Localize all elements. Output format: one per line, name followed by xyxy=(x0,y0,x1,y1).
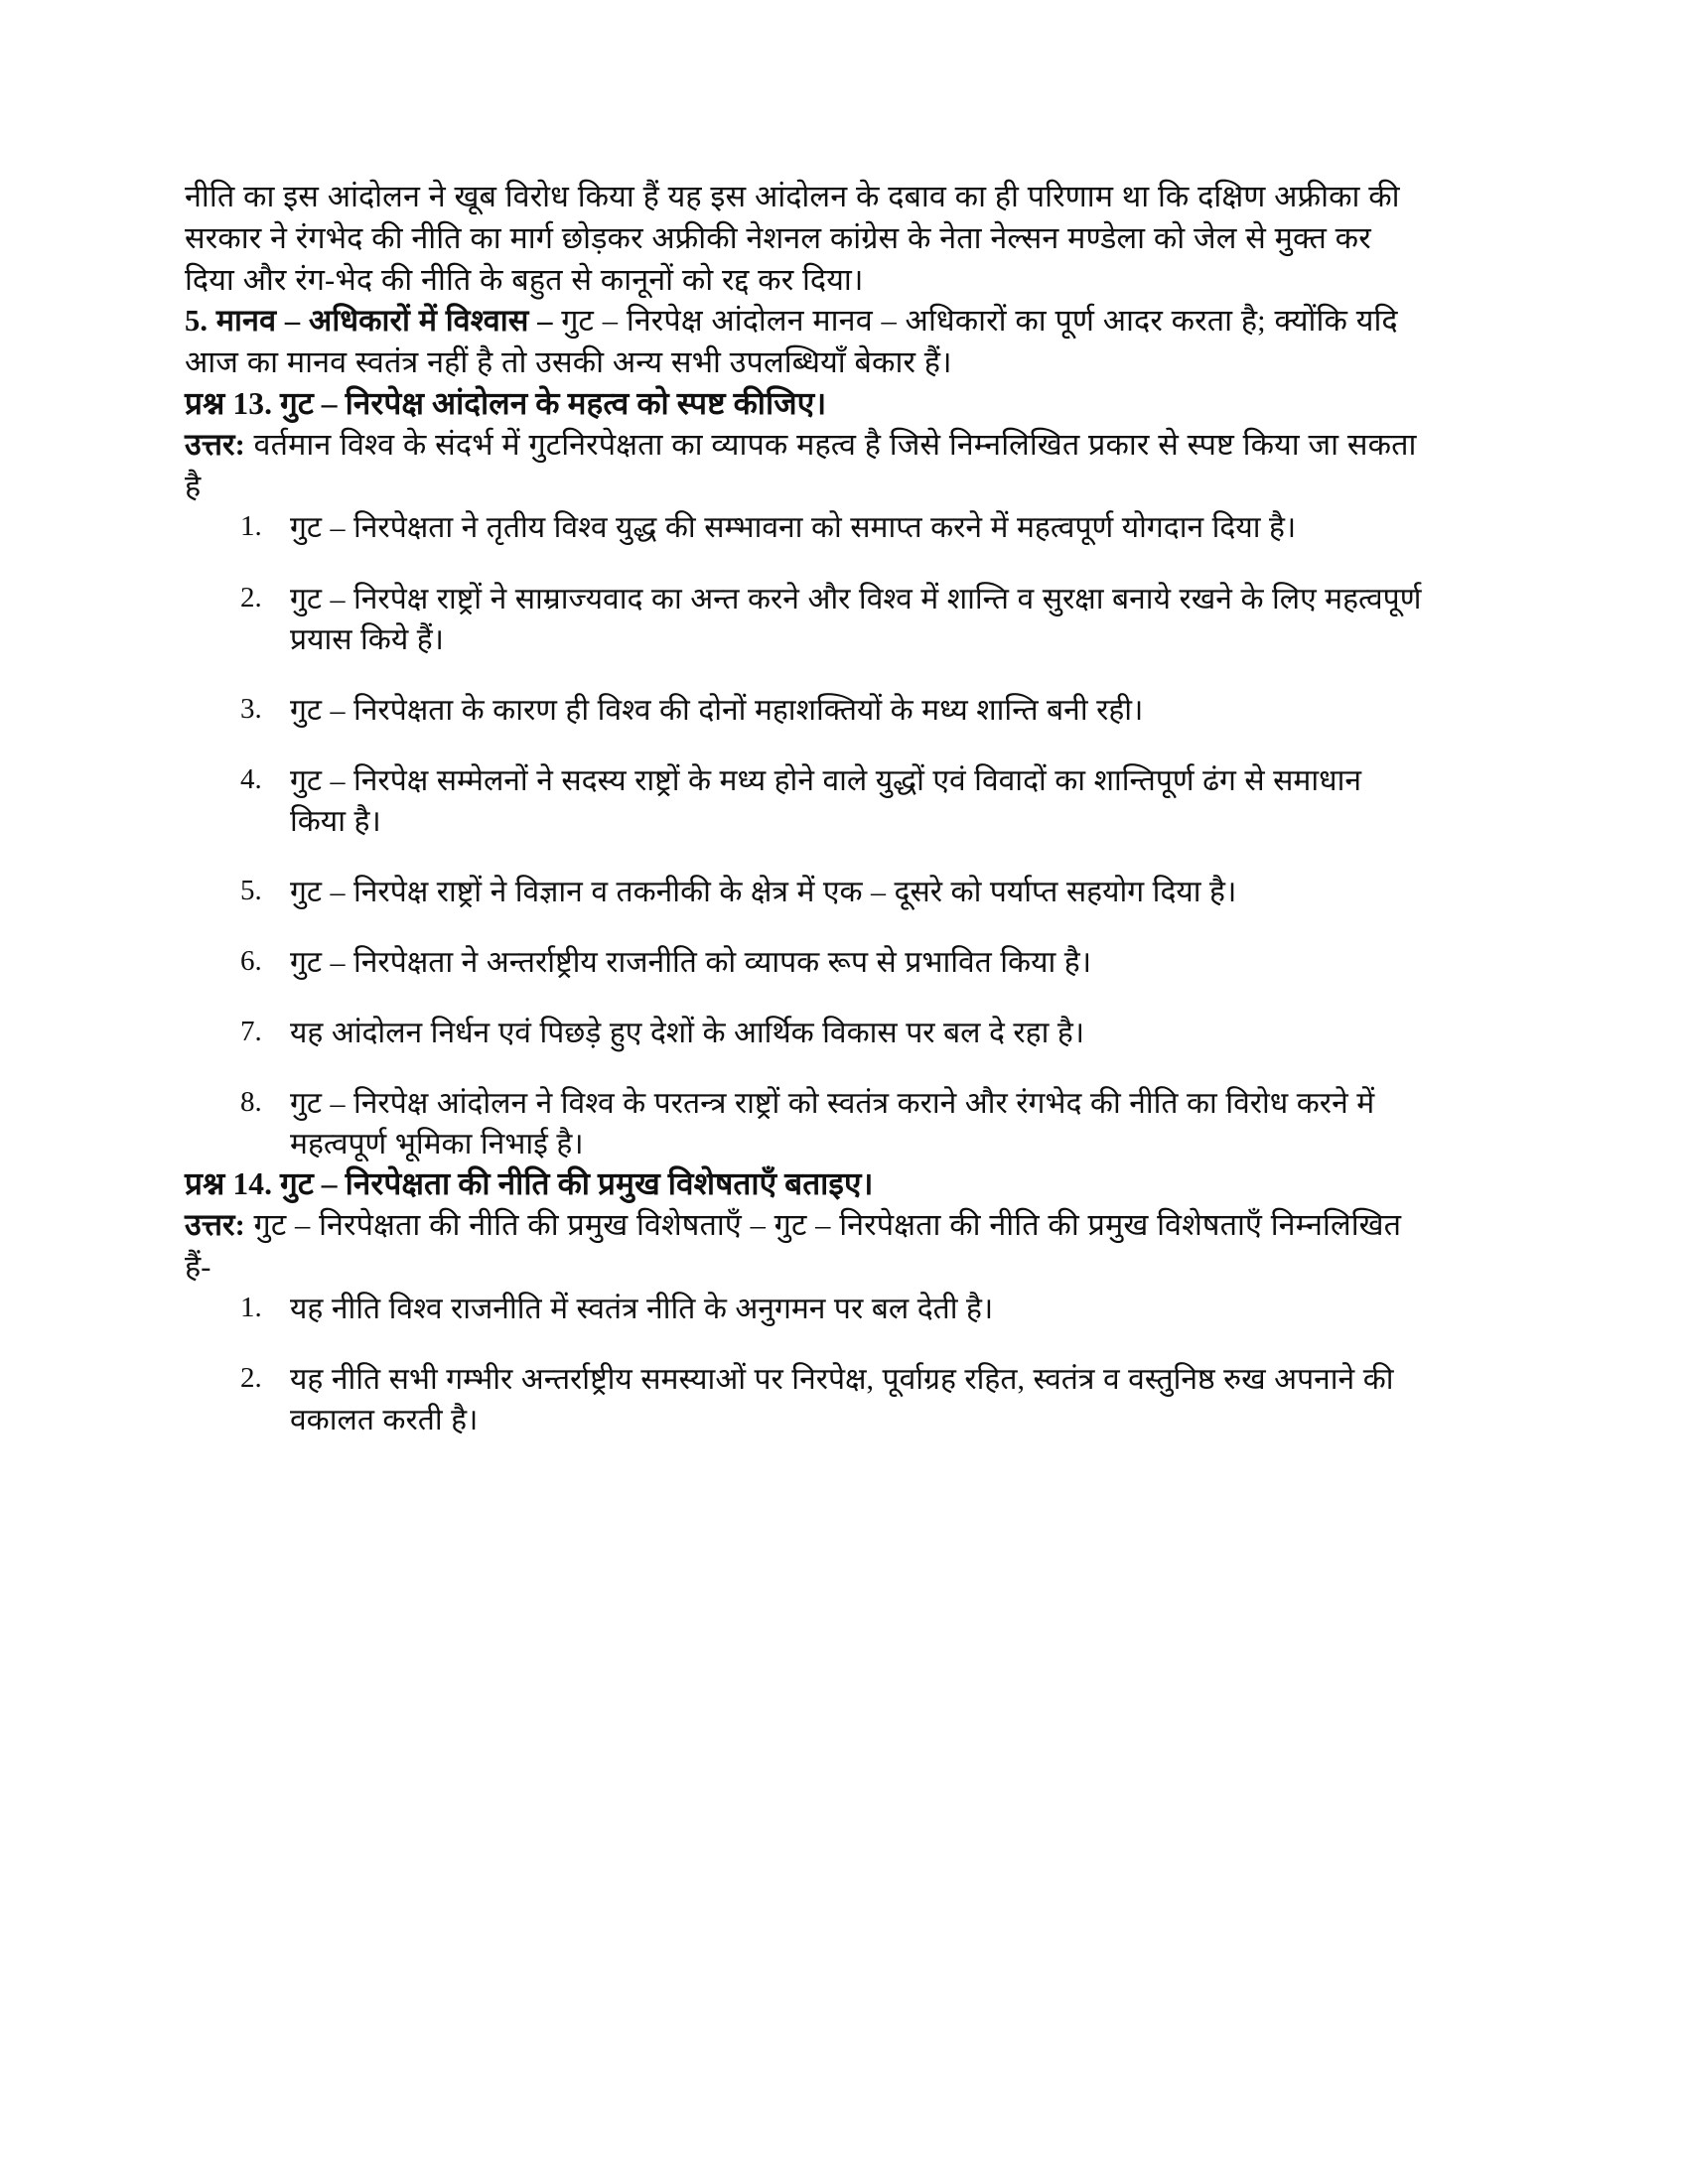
list-marker: 1. xyxy=(240,510,262,543)
list-marker: 7. xyxy=(240,1016,262,1048)
list-item xyxy=(185,579,1422,660)
answer-label-13: उत्तर: xyxy=(185,427,245,462)
list-item-text: गुट – निरपेक्षता ने अन्तर्राष्ट्रीय राजनीति को व्यापक रूप से प्रभावित किया है। xyxy=(290,946,1092,980)
list-item-text: गुट – निरपेक्ष आंदोलन ने विश्व के परतन्त्र राष्ट्रों को स्वतंत्र कराने और रंगभेद की नीति का विरोध करने में महत्वपूर्ण भूमिका निभाई है। xyxy=(290,1087,1375,1161)
point-5-bold-lead: 5. मानव – अधिकारों में विश्वास – xyxy=(185,304,553,339)
list-item xyxy=(185,1359,1422,1440)
list-item-text: यह नीति विश्व राजनीति में स्वतंत्र नीति के अनुगमन पर बल देती है। xyxy=(290,1292,994,1325)
point-5-rest: गुट – निरपेक्ष आंदोलन मानव – अधिकारों का पूर्ण आदर करता है; क्योंकि यदि आज का मानव स्वतंत्र नहीं है तो उसकी अन्य सभी उपलब्धियाँ बेकार हैं। xyxy=(185,304,1398,380)
question-14-heading: प्रश्न 14. गुट – निरपेक्षता की नीति की प्रमुख विशेषताएँ बताइए। xyxy=(185,1166,874,1202)
question-13-list xyxy=(185,507,1422,1164)
question-13-heading: प्रश्न 13. गुट – निरपेक्ष आंदोलन के महत्व को स्पष्ट कीजिए। xyxy=(185,385,827,421)
list-item-text: गुट – निरपेक्षता ने तृतीय विश्व युद्ध की सम्भावना को समाप्त करने में महत्वपूर्ण योगदान दिया है। xyxy=(290,511,1297,545)
list-item xyxy=(185,507,1422,548)
list-item xyxy=(185,760,1422,842)
list-item-text: गुट – निरपेक्ष राष्ट्रों ने साम्राज्यवाद का अन्त करने और विश्व में शान्ति व सुरक्षा बनाये रखने के लिए महत्वपूर्ण प्रयास किये हैं। xyxy=(290,582,1422,656)
list-item-text: यह नीति सभी गम्भीर अन्तर्राष्ट्रीय समस्याओं पर निरपेक्ष, पूर्वाग्रह रहित, स्वतंत्र व वस्तुनिष्ठ रुख अपनाने की वकालत करती है। xyxy=(290,1363,1394,1437)
list-marker: 5. xyxy=(240,874,262,906)
list-item-text: गुट – निरपेक्ष राष्ट्रों ने विज्ञान व तकनीकी के क्षेत्र में एक – दूसरे को पर्याप्त सहयोग दिया है। xyxy=(290,875,1237,908)
list-marker: 8. xyxy=(240,1086,262,1119)
list-item xyxy=(185,872,1422,912)
question-14-answer-intro xyxy=(185,1205,1422,1289)
question-14-list xyxy=(185,1289,1422,1440)
list-marker: 2. xyxy=(240,581,262,614)
list-item-text: गुट – निरपेक्षता के कारण ही विश्व की दोनों महाशक्तियों के मध्य शान्ति बनी रही। xyxy=(290,693,1144,727)
intro-paragraph: नीति का इस आंदोलन ने खूब विरोध किया हैं यह इस आंदोलन के दबाव का ही परिणाम था कि दक्षिण अफ्रीका की सरकार ने रंगभेद की नीति का मार्ग छोड़कर अफ्रीकी नेशनल कांग्रेस के नेता नेल्सन मण्डेला को जेल से मुक्त कर दिया और रंग-भेद की नीति के बहुत से कानूनों को रद्द कर दिया। xyxy=(185,180,1400,297)
answer-intro-text-13: वर्तमान विश्व के संदर्भ में गुटनिरपेक्षता का व्यापक महत्व है जिसे निम्नलिखित प्रकार से स्पष्ट किया जा सकता है xyxy=(185,427,1417,503)
list-item xyxy=(185,1013,1422,1053)
list-item-text: गुट – निरपेक्ष सम्मेलनों ने सदस्य राष्ट्रों के मध्य होने वाले युद्धों एवं विवादों का शान्तिपूर्ण ढंग से समाधान किया है। xyxy=(290,763,1362,838)
point-5-paragraph xyxy=(185,301,1422,384)
list-item xyxy=(185,942,1422,983)
list-item xyxy=(185,690,1422,731)
list-marker: 6. xyxy=(240,945,262,978)
list-marker: 3. xyxy=(240,692,262,725)
list-item-text: यह आंदोलन निर्धन एवं पिछड़े हुए देशों के आर्थिक विकास पर बल दे रहा है। xyxy=(290,1017,1085,1050)
list-marker: 4. xyxy=(240,762,262,795)
list-item xyxy=(185,1083,1422,1164)
document-body xyxy=(185,177,1422,1440)
answer-intro-text-14: गुट – निरपेक्षता की नीति की प्रमुख विशेषताएँ – गुट – निरपेक्षता की नीति की प्रमुख विशेषताएँ निम्नलिखित हैं- xyxy=(185,1208,1402,1285)
list-item xyxy=(185,1289,1422,1329)
question-13-answer-intro xyxy=(185,425,1422,508)
list-marker: 2. xyxy=(240,1362,262,1395)
answer-label-14: उत्तर: xyxy=(185,1208,245,1243)
list-marker: 1. xyxy=(240,1291,262,1323)
